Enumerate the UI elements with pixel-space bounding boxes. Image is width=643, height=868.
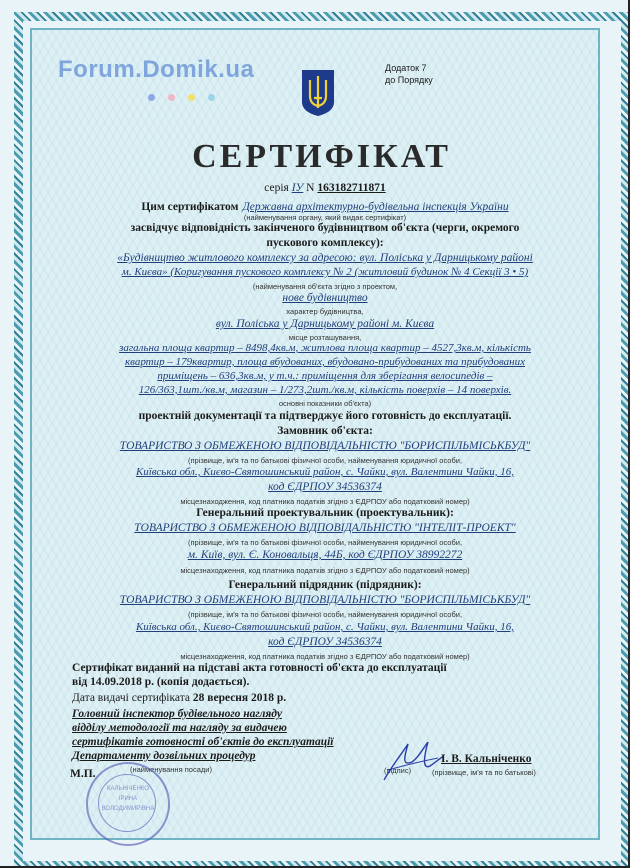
issue-date-line: [72, 692, 286, 704]
indicators-line-3: приміщень – 636,3кв.м, у т.ч.: приміщення для зберігання велосипедів –: [157, 370, 493, 382]
position-line-1: Головний інспектор будівельного нагляду: [72, 708, 282, 720]
customer-code: код ЄДРПОУ 34536374: [268, 481, 382, 493]
stamp-inner-ring: [98, 774, 156, 832]
conformity-statement: проектній документації та підтверджує його готовність до експлуатації.: [138, 410, 512, 422]
stamp-text: КАЛЬНІЧЕНКО: [107, 786, 149, 792]
object-caption: (найменування об'єкта згідно з проектом,: [252, 282, 398, 291]
annex-line: до Порядку: [385, 75, 433, 85]
watermark-dots: [148, 88, 228, 106]
issue-date-label: Дата видачі сертифіката: [72, 692, 190, 704]
position-line-2: відділу методології та нагляду за видачею: [72, 722, 287, 734]
customer-caption-1: (прізвище, ім'я та по батькові фізичної особи, найменування юридичної особи,: [187, 456, 463, 465]
series-label: серія: [264, 182, 289, 194]
designer-caption-1: (прізвище, ім'я та по батькові фізичної особи, найменування юридичної особи,: [187, 538, 463, 547]
certificate-title: СЕРТИФІКАТ: [192, 138, 451, 175]
watermark-dot: [208, 94, 215, 101]
customer-heading: Замовник об'єкта:: [277, 425, 373, 437]
location-caption: місце розташування,: [288, 333, 362, 342]
signature-scribble: [378, 736, 448, 786]
watermark-dot: [148, 94, 155, 101]
official-stamp: [86, 762, 170, 846]
certifies-line-2: пускового комплексу):: [266, 237, 384, 249]
contractor-caption-2: місцезнаходження, код платника податків згідно з ЄДРПОУ або податковий номер): [180, 652, 470, 661]
basis-line-2: від 14.09.2018 р. (копія додається).: [72, 676, 250, 688]
certifies-line-1: засвідчує відповідність закінченого будівництвом об'єкта (черги, окремого: [130, 222, 520, 234]
trident-coat-of-arms-icon: [300, 68, 336, 118]
build-type-caption: характер будівництва,: [286, 307, 364, 316]
contractor-caption-1: (прізвище, ім'я та по батькові фізичної особи, найменування юридичної особи,: [187, 610, 463, 619]
series-value: ІУ: [291, 182, 304, 194]
certificate-number: 163182711871: [317, 182, 386, 194]
issuer-caption: (найменування органу, який видає сертифікат): [243, 213, 407, 222]
build-type: нове будівництво: [282, 292, 368, 304]
issuer-prefix: Цим сертифікатом: [141, 201, 239, 213]
annex-line: Додаток 7: [385, 63, 427, 73]
contractor-heading: Генеральний підрядник (підрядник):: [228, 579, 422, 591]
designer-address: м. Київ, вул. Є. Коновальця, 44Б, код ЄДРПОУ 38992272: [187, 549, 463, 561]
indicators-line-2: квартир – 179квартир, площа вбудованих, вбудовано-прибудованих та прибудованих: [124, 356, 526, 368]
annex-note: [385, 62, 433, 86]
contractor-address: Київська обл., Києво-Святошинський район, с. Чайки, вул. Валентини Чайки, 16,: [135, 621, 515, 633]
object-line-2: м. Києва» (Коригування пускового комплексу № 2 (житловий будинок № 4 Секції 3 • 5): [121, 266, 529, 278]
watermark-dot: [188, 94, 195, 101]
signer-name: І. В. Кальніченко: [441, 753, 532, 765]
stamp-label: М.П.: [70, 768, 96, 780]
serial-line: [60, 182, 590, 194]
contractor-name: ТОВАРИСТВО З ОБМЕЖЕНОЮ ВІДПОВІДАЛЬНІСТЮ "БОРИСПІЛЬМІСЬКБУД": [119, 594, 531, 606]
watermark-text: Forum.Domik.ua: [58, 56, 255, 83]
designer-name: ТОВАРИСТВО З ОБМЕЖЕНОЮ ВІДПОВІДАЛЬНІСТЮ "ІНТЕЛІТ-ПРОЕКТ": [134, 522, 516, 534]
designer-caption-2: місцезнаходження, код платника податків згідно з ЄДРПОУ або податковий номер): [180, 566, 470, 575]
number-label: N: [306, 182, 315, 194]
stamp-text: ІРИНА: [118, 796, 138, 802]
signer-caption: (прізвище, ім'я та по батькові): [432, 768, 536, 777]
indicators-caption: основні показники об'єкта): [278, 399, 372, 408]
customer-name: ТОВАРИСТВО З ОБМЕЖЕНОЮ ВІДПОВІДАЛЬНІСТЮ "БОРИСПІЛЬМІСЬКБУД": [119, 440, 531, 452]
position-line-4: Департаменту дозвільних процедур: [72, 750, 256, 762]
position-caption: (найменування посади): [130, 765, 212, 774]
customer-caption-2: місцезнаходження, код платника податків згідно з ЄДРПОУ або податковий номер): [180, 497, 470, 506]
contractor-code: код ЄДРПОУ 34536374: [268, 636, 382, 648]
indicators-line-1: загальна площа квартир – 8498,4кв.м, житлова площа квартир – 4527,3кв.м, кількість: [119, 342, 531, 354]
position-line-3: сертифікатів готовності об'єктів до експлуатації: [72, 736, 334, 748]
customer-address: Київська обл., Києво-Святошинський район, с. Чайки, вул. Валентини Чайки, 16,: [135, 466, 515, 478]
designer-heading: Генеральний проектувальник (проектувальник):: [196, 507, 454, 519]
basis-line-1: Сертифікат виданий на підставі акта готовності об'єкта до експлуатації: [72, 662, 447, 674]
watermark-dot: [168, 94, 175, 101]
location-value: вул. Поліська у Дарницькому районі м. Києва: [215, 318, 435, 330]
signature-caption: (підпис): [384, 766, 412, 775]
indicators-line-4: 126/363,1шт./кв.м, магазин – 1/273,2шт./кв.м, кількість поверхів – 14 поверхів.: [138, 384, 512, 396]
object-line-1: «Будівництво житлового комплексу за адресою: вул. Поліська у Дарницькому районі: [117, 252, 533, 264]
issue-date-value: 28 вересня 2018 р.: [192, 692, 287, 704]
stamp-text: ВОЛОДИМИРІВНА: [101, 806, 155, 812]
issuer-name: Державна архітектурно-будівельна інспекція України: [242, 201, 509, 213]
